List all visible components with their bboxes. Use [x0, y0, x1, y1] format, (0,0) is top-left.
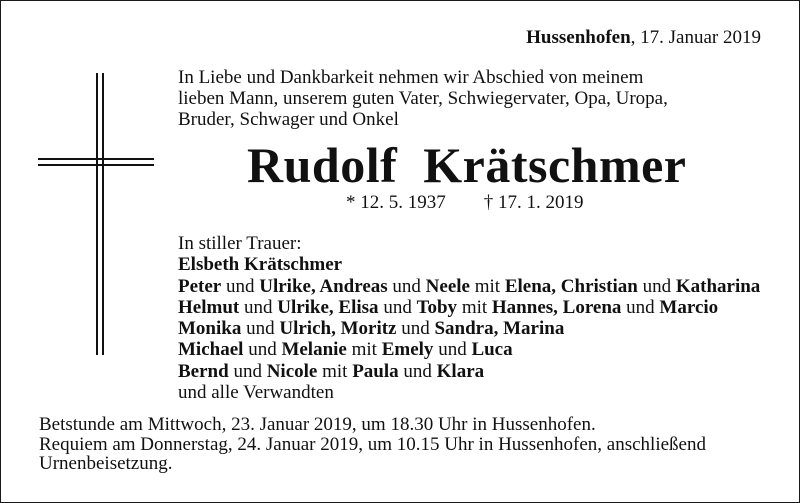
mourner-name: Melanie [281, 339, 347, 361]
mourner-name: Neele [425, 275, 470, 297]
connector-text: und [637, 275, 676, 297]
mourner-name: Helmut [178, 296, 240, 318]
connector-text: und [243, 339, 282, 361]
mourner-name: Elena, Christian [504, 275, 638, 297]
connector-text: mit [346, 339, 382, 361]
deceased-name: Rudolf Krätschmer [247, 137, 687, 193]
notice-date: , 17. Januar 2019 [630, 27, 761, 48]
service-note-line: Urnenbeisetzung. [39, 453, 173, 474]
connector-text: und [241, 318, 280, 340]
mourner-name: Peter [178, 275, 222, 297]
mourner-name: Sandra, Marina [434, 318, 565, 340]
connector-text: und [398, 360, 437, 382]
intro-line: Bruder, Schwager und Onkel [178, 109, 399, 130]
mourner-line [178, 318, 778, 339]
mourner-name: Nicole [266, 360, 318, 382]
mourner-name: Katharina [675, 275, 761, 297]
mourner-name: Monika [178, 318, 242, 340]
mourner-name: Marcio [659, 296, 719, 318]
connector-text: und [621, 296, 660, 318]
mourner-line [178, 297, 778, 318]
mourners-heading: In stiller Trauer: [178, 233, 302, 254]
connector-text: und [387, 275, 426, 297]
intro-text [178, 67, 768, 130]
intro-line: In Liebe und Dankbarkeit nehmen wir Abschied von meinem [178, 67, 644, 88]
cross-icon-horizontal-bar [38, 158, 154, 166]
mourner-line [178, 254, 778, 275]
mourner-name: Toby [416, 296, 458, 318]
mourner-name: Michael [178, 339, 244, 361]
service-notes [39, 415, 779, 474]
life-dates [346, 192, 584, 214]
mourners-list [178, 233, 778, 403]
mourner-line [178, 361, 778, 382]
connector-text: und [239, 296, 278, 318]
mourner-lines [178, 254, 778, 403]
death-date: † 17. 1. 2019 [483, 192, 584, 213]
connector-text: und [396, 318, 435, 340]
birth-date: * 12. 5. 1937 [346, 192, 446, 213]
mourner-name: Ulrich, Moritz [279, 318, 397, 340]
mourner-name: Elsbeth Krätschmer [178, 254, 343, 276]
mourner-name: Paula [352, 360, 399, 382]
mourner-line [178, 339, 778, 360]
mourner-line [178, 276, 778, 297]
mourner-name: Ulrike, Andreas [259, 275, 388, 297]
intro-line: lieben Mann, unserem guten Vater, Schwiegervater, Opa, Uropa, [178, 88, 668, 109]
connector-text: mit [469, 275, 505, 297]
mourner-name: Ulrike, Elisa [277, 296, 379, 318]
service-note-line: Betstunde am Mittwoch, 23. Januar 2019, um 18.30 Uhr in Hussenhofen. [39, 414, 596, 435]
mourner-name: Bernd [178, 360, 229, 382]
connector-text: und [433, 339, 472, 361]
place-date [526, 27, 761, 49]
place-name: Hussenhofen [526, 27, 631, 48]
connector-text: mit [317, 360, 353, 382]
connector-text: und [228, 360, 267, 382]
mourner-name: Emely [381, 339, 434, 361]
mourner-line [178, 382, 778, 403]
connector-text: mit [457, 296, 492, 318]
mourner-name: Hannes, Lorena [491, 296, 622, 318]
connector-text: und [221, 275, 260, 297]
connector-text: und [378, 296, 417, 318]
connector-text: und alle Verwandten [178, 382, 334, 404]
mourner-name: Luca [471, 339, 513, 361]
cross-icon-vertical-bar [96, 73, 104, 355]
service-note-line: Requiem am Donnerstag, 24. Januar 2019, um 10.15 Uhr in Hussenhofen, anschließend [39, 433, 706, 455]
mourner-name: Klara [436, 360, 485, 382]
